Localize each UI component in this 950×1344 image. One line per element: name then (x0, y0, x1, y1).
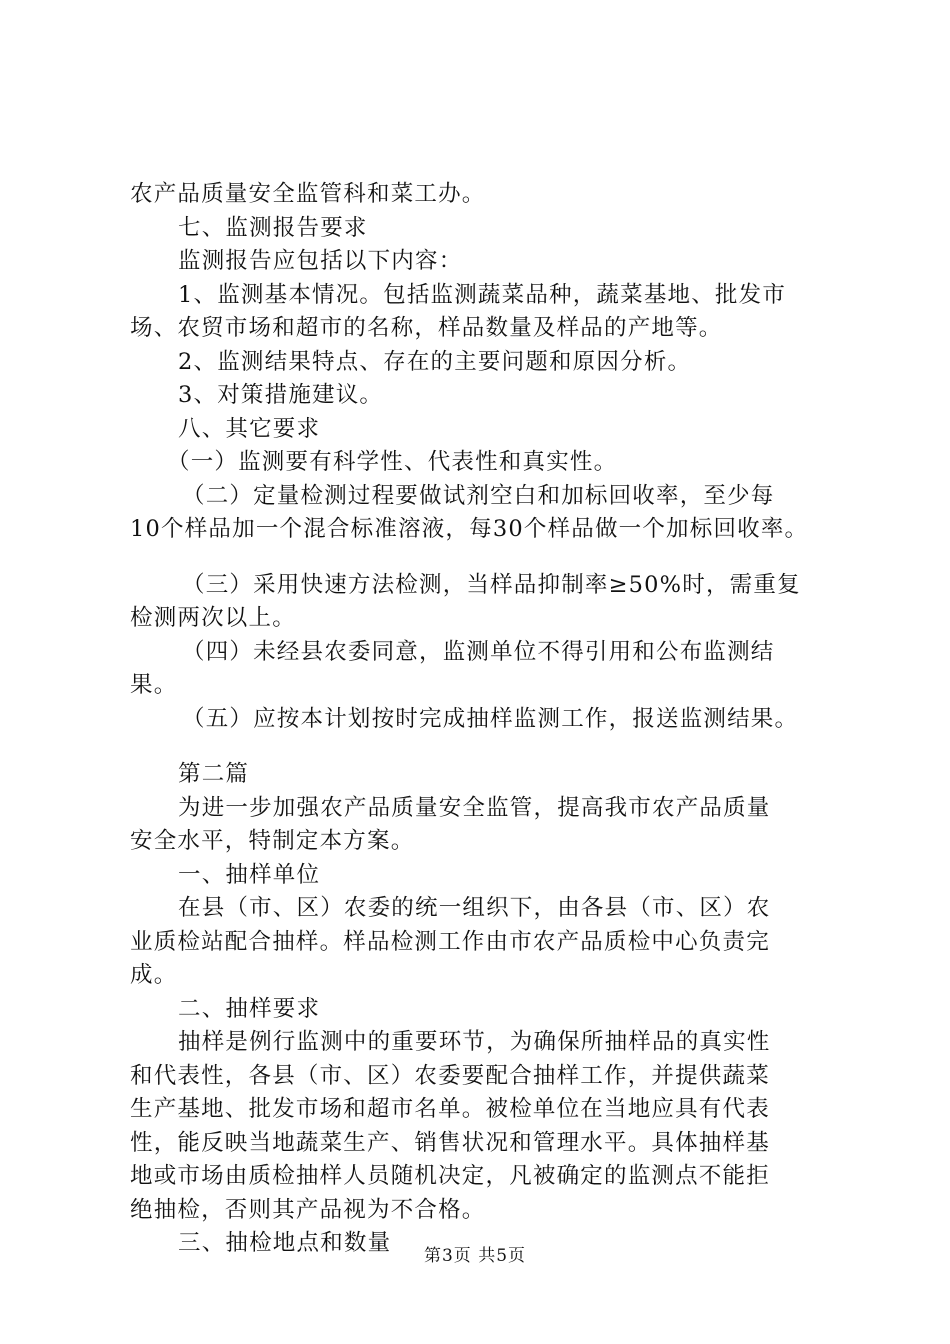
text-line: （四）未经县农委同意，监测单位不得引用和公布监测结 (182, 638, 775, 665)
text-line: （五）应按本计划按时完成抽样监测工作，报送监测结果。 (182, 705, 799, 732)
document-body (130, 178, 850, 1261)
text-line: 安全水平，特制定本方案。 (130, 828, 415, 854)
text-line: 2、监测结果特点、存在的主要问题和原因分析。 (178, 348, 692, 375)
text-line: 抽样是例行监测中的重要环节，为确保所抽样品的真实性 (178, 1029, 771, 1055)
text-line: 和代表性，各县（市、区）农委要配合抽样工作，并提供蔬菜 (130, 1062, 770, 1089)
text-line: 农产品质量安全监管科和菜工办。 (130, 181, 486, 207)
text-line: 1、监测基本情况。包括监测蔬菜品种，蔬菜基地、批发市 (178, 281, 787, 308)
text-line: 生产基地、批发市场和超市名单。被检单位在当地应具有代表 (130, 1096, 770, 1122)
section-heading: 二、抽样要求 (178, 995, 321, 1022)
page-number-footer: 第3页 共5页 (423, 1246, 527, 1266)
section-heading: 七、监测报告要求 (178, 214, 368, 241)
section-heading: 三、抽检地点和数量 (178, 1230, 392, 1256)
text-line: 绝抽检，否则其产品视为不合格。 (130, 1196, 486, 1223)
text-line: 业质检站配合抽样。样品检测工作由市农产品质检中心负责完 (130, 928, 770, 955)
text-line: 为进一步加强农产品质量安全监管，提高我市农产品质量 (178, 794, 771, 821)
text-line: （三）采用快速方法检测，当样品抑制率≥50%时，需重复 (182, 571, 801, 598)
text-line: 在县（市、区）农委的统一组织下，由各县（市、区）农 (178, 895, 771, 921)
part-heading: 第二篇 (178, 761, 250, 787)
text-line: 性，能反映当地蔬菜生产、销售状况和管理水平。具体抽样基 (130, 1129, 770, 1156)
text-line: 3、对策措施建议。 (178, 382, 384, 408)
section-heading: 八、其它要求 (178, 415, 321, 442)
section-heading: 一、抽样单位 (178, 861, 321, 888)
paragraph-gap (130, 736, 850, 758)
paragraph-gap (130, 547, 850, 569)
text-line: 果。 (130, 672, 178, 698)
text-line: 地或市场由质检抽样人员随机决定，凡被确定的监测点不能拒 (130, 1163, 770, 1189)
text-line: 场、农贸市场和超市的名称，样品数量及样品的产地等。 (130, 315, 723, 341)
text-line: 成。 (130, 962, 178, 988)
text-line: 监测报告应包括以下内容： (178, 248, 463, 274)
text-line: 10个样品加一个混合标准溶液，每30个样品做一个加标回收率。 (130, 516, 809, 542)
text-line: （一）监测要有科学性、代表性和真实性。 (167, 449, 618, 475)
text-line: （二）定量检测过程要做试剂空白和加标回收率，至少每 (182, 482, 775, 509)
text-line: 检测两次以上。 (130, 605, 296, 631)
